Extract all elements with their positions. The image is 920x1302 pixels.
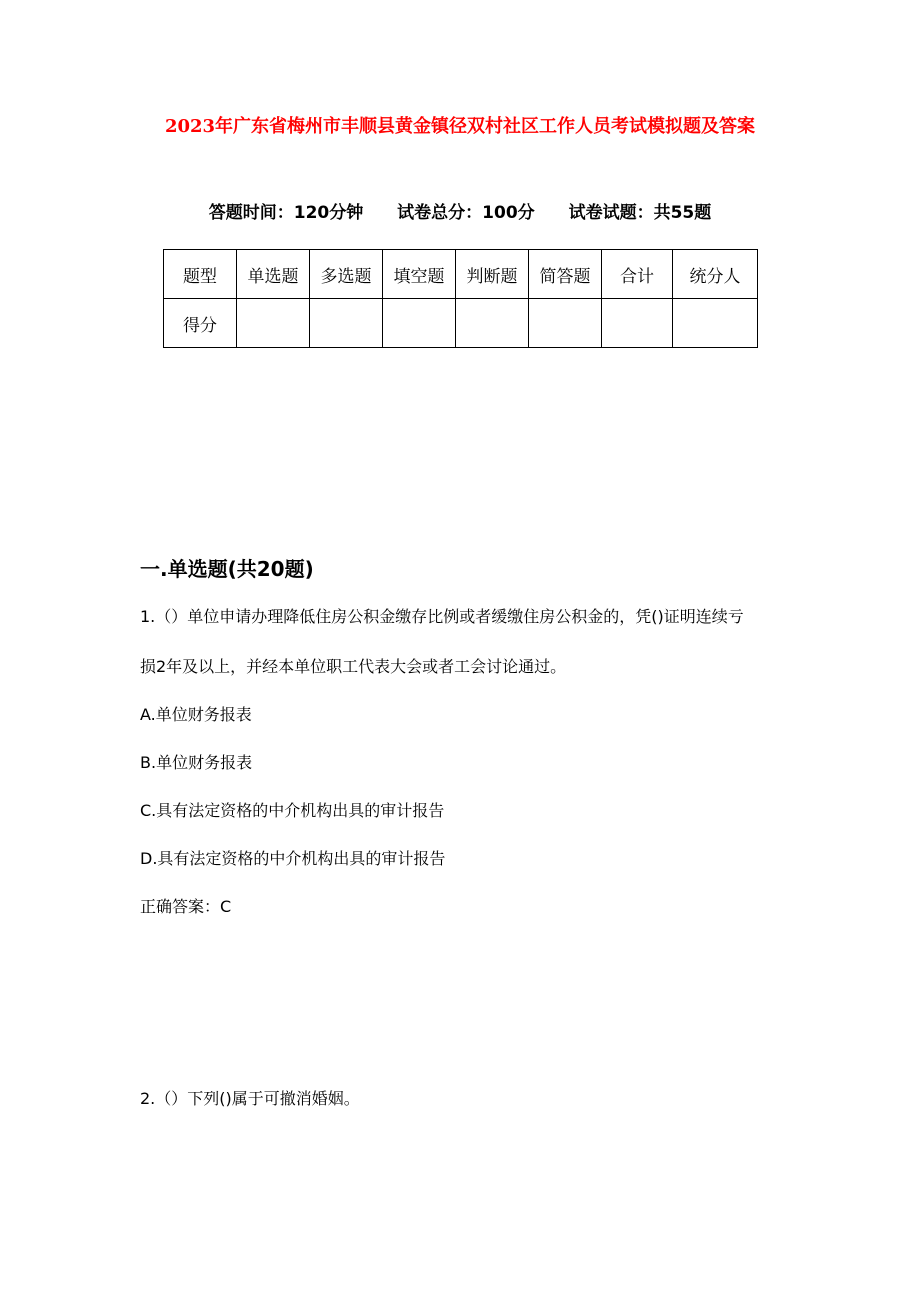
table-header: 单选题 bbox=[237, 250, 310, 299]
score-cell bbox=[673, 299, 758, 348]
document-title: 2023年广东省梅州市丰顺县黄金镇径双村社区工作人员考试模拟题及答案 bbox=[164, 116, 756, 137]
score-table-row bbox=[164, 299, 758, 348]
question-1-text-line-2: 损2年及以上，并经本单位职工代表大会或者工会讨论通过。 bbox=[140, 657, 567, 676]
score-cell bbox=[310, 299, 383, 348]
section-heading: 一.单选题(共20题) bbox=[140, 557, 314, 581]
score-table bbox=[163, 249, 758, 348]
score-cell bbox=[602, 299, 673, 348]
table-header: 合计 bbox=[602, 250, 673, 299]
score-table-header-row bbox=[164, 250, 758, 299]
score-cell bbox=[237, 299, 310, 348]
table-header: 判断题 bbox=[456, 250, 529, 299]
question-1-option-d: D.具有法定资格的中介机构出具的审计报告 bbox=[140, 849, 446, 868]
exam-time: 答题时间：120分钟 bbox=[208, 203, 364, 223]
question-1-option-a: A.单位财务报表 bbox=[140, 705, 252, 724]
table-header: 题型 bbox=[164, 250, 237, 299]
table-header: 多选题 bbox=[310, 250, 383, 299]
table-header: 填空题 bbox=[383, 250, 456, 299]
question-1-option-b: B.单位财务报表 bbox=[140, 753, 253, 772]
question-1-text-line-1: 1.（）单位申请办理降低住房公积金缴存比例或者缓缴住房公积金的，凭()证明连续亏 bbox=[140, 607, 744, 626]
question-1-option-c: C.具有法定资格的中介机构出具的审计报告 bbox=[140, 801, 445, 820]
score-cell bbox=[529, 299, 602, 348]
table-header: 简答题 bbox=[529, 250, 602, 299]
exam-total-score: 试卷总分：100分 bbox=[397, 203, 535, 223]
row-label: 得分 bbox=[164, 299, 237, 348]
score-cell bbox=[456, 299, 529, 348]
exam-question-count: 试卷试题：共55题 bbox=[568, 203, 712, 223]
score-cell bbox=[383, 299, 456, 348]
question-1-answer: 正确答案：C bbox=[140, 897, 232, 916]
exam-meta bbox=[0, 198, 920, 223]
table-header: 统分人 bbox=[673, 250, 758, 299]
question-2-text: 2.（）下列()属于可撤消婚姻。 bbox=[140, 1089, 360, 1108]
